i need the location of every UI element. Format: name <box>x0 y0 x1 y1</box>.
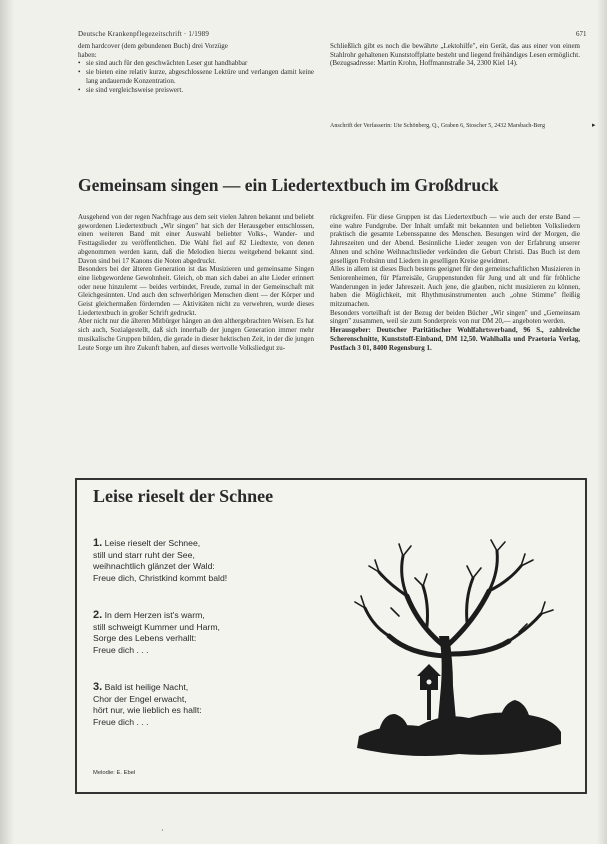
verse-number: 1. <box>93 537 103 549</box>
tree-silhouette-icon <box>349 536 569 770</box>
side-mark: ▸ <box>592 121 596 129</box>
article-paragraph: Ausgehend von der regen Nachfrage aus dem seit vielen Jahren bekannt und beliebt gewordenen Liedertextbuch „Wir singen" hat sich der Herausgeber entschlossen, einen weiteren Band mit einer Auswahl beliebter Volks-, Wander- und Festtagslieder zu veröffentlichen. Die Wahl fiel auf 82 Liedtexte, von denen abgenommen werden kann, daß die Melodien hierzu weitgehend bekannt sind. Davon sind bei 17 Kanons die Noten abgedruckt. <box>78 213 314 265</box>
verse-1 <box>93 538 227 585</box>
article-paragraph: Aber nicht nur die älteren Mitbürger hängen an den althergebrachten Weisen. Es hat sich auch, Sozialgestellt, daß sich innerhalb der jungen Generation immer mehr musikalische Gruppen bilden, die gerade in dieser hektischen Zeit, in der die jungen Leute Sorge um ihre Zukunft haben, auf dieses wertvolle Volksliedgut zu- <box>78 317 314 352</box>
bullet-item: • sie bieten eine relativ kurze, abgeschlossene Lektüre und verlangen damit keine lang andauernde Konzentration. <box>78 68 314 85</box>
verse-first-line: In dem Herzen ist's warm, <box>102 610 205 620</box>
top-right-column <box>330 42 580 68</box>
page-edge-left <box>0 0 14 844</box>
article-paragraph: Besonders bei der älteren Generation ist das Musizieren und gemeinsame Singen eine liebgewordene Gewohnheit. Gleich, ob man sich dabei an alte Lieder erinnert oder neue hinzulernt — beides verbindet, Freude, zumal in der Gemeinschaft mit Gleichgesinnten. Und auch den schwerhörigen Menschen dient — der Körper und Geist gleichermaßen fördernden — Aktivitäten nicht zu verwehren, wurde dieses Liedertextbuch in großer Schrift gedruckt. <box>78 265 314 317</box>
verse-number: 2. <box>93 609 103 621</box>
verse-3 <box>93 682 202 729</box>
article-title: Gemeinsam singen — ein Liedertextbuch im Großdruck <box>78 175 499 195</box>
bullet-item: • sie sind vergleichsweise preiswert. <box>78 86 314 95</box>
intro-line: dem hardcover (dem gebundenen Buch) drei Vorzüge <box>78 42 228 50</box>
song-title: Leise rieselt der Schnee <box>93 486 274 506</box>
melody-credit: Melodie: E. Ebel <box>93 770 136 776</box>
page-number: 671 <box>576 30 587 38</box>
article-paragraph: rückgreifen. Für diese Gruppen ist das Liedertextbuch — wie auch der erste Band — eine wahre Fundgrube. Der Inhalt umfaßt mit bekannten und beliebten Volksliedern praktisch die gesamte Lebensspanne des Menschen. Besungen wird der Morgen, die Jahreszeiten und der Abend. Besinnliche Lieder zeugen von der Erfahrung unserer Ahnen und schöne Weihnachtslieder verkünden die Geburt Christi. Das Buch ist dem geselligen Frohsinn und Liedern in geselligen Kreise gewidmet. <box>330 213 580 265</box>
article-paragraph: Alles in allem ist dieses Buch bestens geeignet für den gemeinschaftlichen Musizieren in Seniorenheimen, für Pfarreisäle, Gruppenstunden für Jung und alt und für fröhliche Wanderungen in jeder Jahreszeit. Auch jene, die glauben, nicht musizieren zu können, haben die Möglichkeit, mit Rhythmusinstrumenten auch „ohne Stimme" fleißig mitzumachen. <box>330 265 580 309</box>
verse-lines: still und starr ruht der See, weihnachtlich glänzet der Wald: Freue dich, Christkind kommt bald! <box>93 549 228 584</box>
page-edge-right <box>597 0 607 844</box>
verse-lines: Chor der Engel erwacht, hört nur, wie lieblich es hallt: Freue dich . . . <box>93 693 202 728</box>
article-right-column <box>330 213 580 352</box>
article-paragraph: Besonders vorteilhaft ist der Bezug der beiden Bücher „Wir singen" und „Gemeinsam singen" zusammen, weil sie zum Sonderpreis von nur DM 20,— angeboten werden. <box>330 308 580 326</box>
footer-mark: · <box>161 826 164 835</box>
verse-number: 3. <box>93 681 103 693</box>
running-head: Deutsche Krankenpflegezeitschrift · 1/1989 <box>78 30 210 38</box>
verse-first-line: Bald ist heilige Nacht, <box>102 682 189 692</box>
verse-lines: still schweigt Kummer und Harm, Sorge des Lebens verhallt: Freue dich . . . <box>93 621 220 656</box>
author-footnote: Anschrift der Verfasserin: Ute Schönberg, Q., Graben 6, Stoscher 5, 2432 Marsbach-Berg <box>330 123 545 129</box>
bullet-item: • sie sind auch für den geschwächten Leser gut handhabbar <box>78 59 314 68</box>
article-left-column <box>78 213 314 352</box>
top-left-column <box>78 42 314 94</box>
song-box <box>75 478 587 794</box>
bullet-list <box>78 59 314 94</box>
intro-line: haben: <box>78 50 97 59</box>
verse-2 <box>93 610 220 657</box>
top-right-text: Schließlich gibt es noch die bewährte „Lektohilfe", ein Gerät, das aus einer von einem Stahlrohr gehaltenen Kunststoffplatte besteht und liegend freihändiges Lesen ermöglicht. (Bezugsadresse: Martin Krohn, Hoffmannstraße 34, 2300 Kiel 14). <box>330 42 580 68</box>
publisher-note: Herausgeber: Deutscher Paritätischer Wohlfahrtsverband, 96 S., zahlreiche Scherenschnitte, Kunststoff-Einband, DM 12,50. Wahlhalla und Praetoria Verlag, Postfach 3 01, 8400 Regensburg 1. <box>330 326 580 352</box>
verse-first-line: Leise rieselt der Schnee, <box>102 538 201 548</box>
